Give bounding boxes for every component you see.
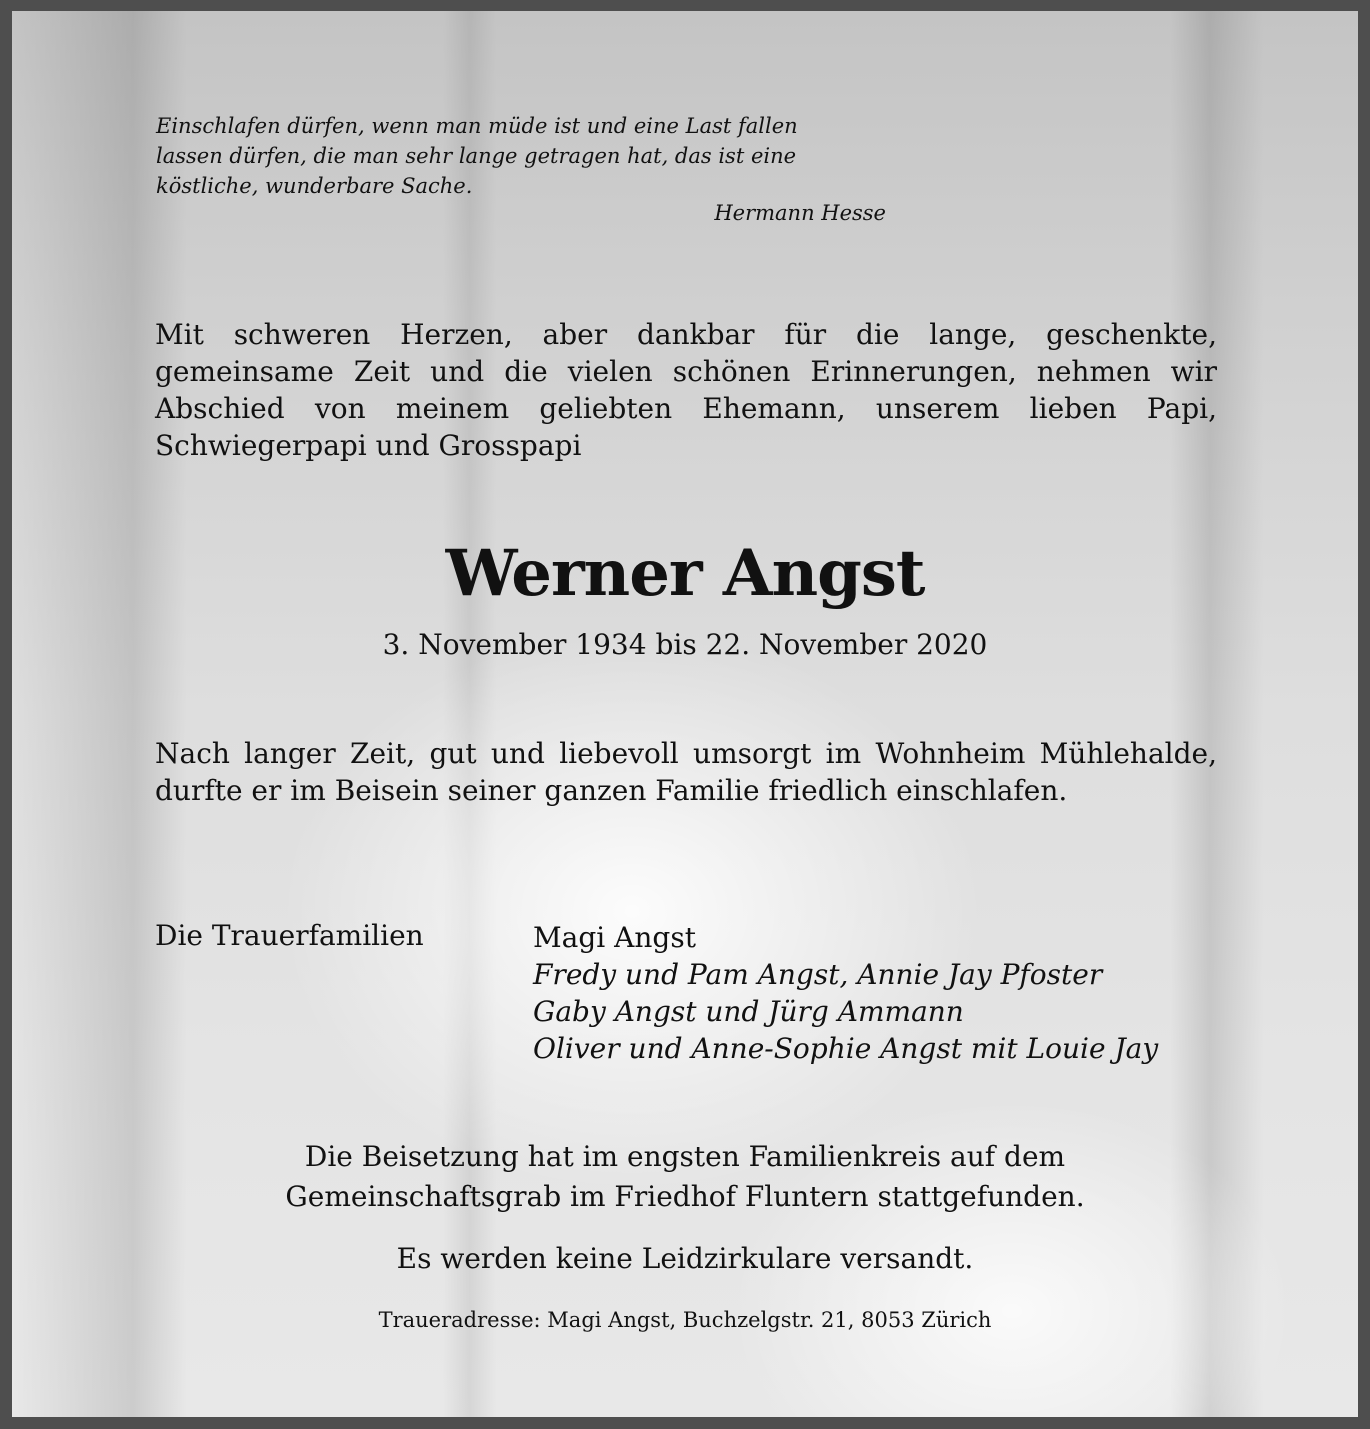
obituary-notice xyxy=(12,11,1358,1417)
family-member: Gaby Angst und Jürg Ammann xyxy=(533,995,964,1028)
life-dates: 3. November 1934 bis 22. November 2020 xyxy=(382,628,988,661)
passing-paragraph: Nach langer Zeit, gut und liebevoll umsorgt im Wohnheim Mühlehalde, durfte er im Beisein seiner ganzen Familie friedlich einschlafen. xyxy=(155,737,1217,807)
quote-author: Hermann Hesse xyxy=(714,201,886,225)
hesse-quote xyxy=(156,111,896,201)
burial-line: Die Beisetzung hat im engsten Familienkreis auf dem xyxy=(304,1140,1066,1173)
families-label: Die Trauerfamilien xyxy=(155,919,424,952)
family-member: Oliver und Anne-Sophie Angst mit Louie Jay xyxy=(533,1032,1159,1065)
no-circulars-notice: Es werden keine Leidzirkulare versandt. xyxy=(396,1242,974,1275)
family-member: Magi Angst xyxy=(533,921,696,954)
families-list xyxy=(533,919,1158,1067)
quote-line: lassen dürfen, die man sehr lange getragen hat, das ist eine xyxy=(156,144,797,168)
mourning-address: Traueradresse: Magi Angst, Buchzelgstr. 21, 8053 Zürich xyxy=(378,1308,992,1332)
deceased-name: Werner Angst xyxy=(445,536,925,611)
quote-line: köstliche, wunderbare Sache. xyxy=(156,174,473,198)
quote-line: Einschlafen dürfen, wenn man müde ist und eine Last fallen xyxy=(156,114,798,138)
intro-paragraph: Mit schweren Herzen, aber dankbar für die lange, geschenkte, gemeinsame Zeit und die vielen schönen Erinnerungen, nehmen wir Abschied von meinem geliebten Ehemann, unserem lieben Papi, Schwiegerpapi und Grosspapi xyxy=(155,318,1217,462)
family-member: Fredy und Pam Angst, Annie Jay Pfoster xyxy=(533,958,1103,991)
burial-line: Gemeinschaftsgrab im Friedhof Fluntern stattgefunden. xyxy=(285,1180,1085,1213)
burial-notice xyxy=(12,1137,1358,1217)
